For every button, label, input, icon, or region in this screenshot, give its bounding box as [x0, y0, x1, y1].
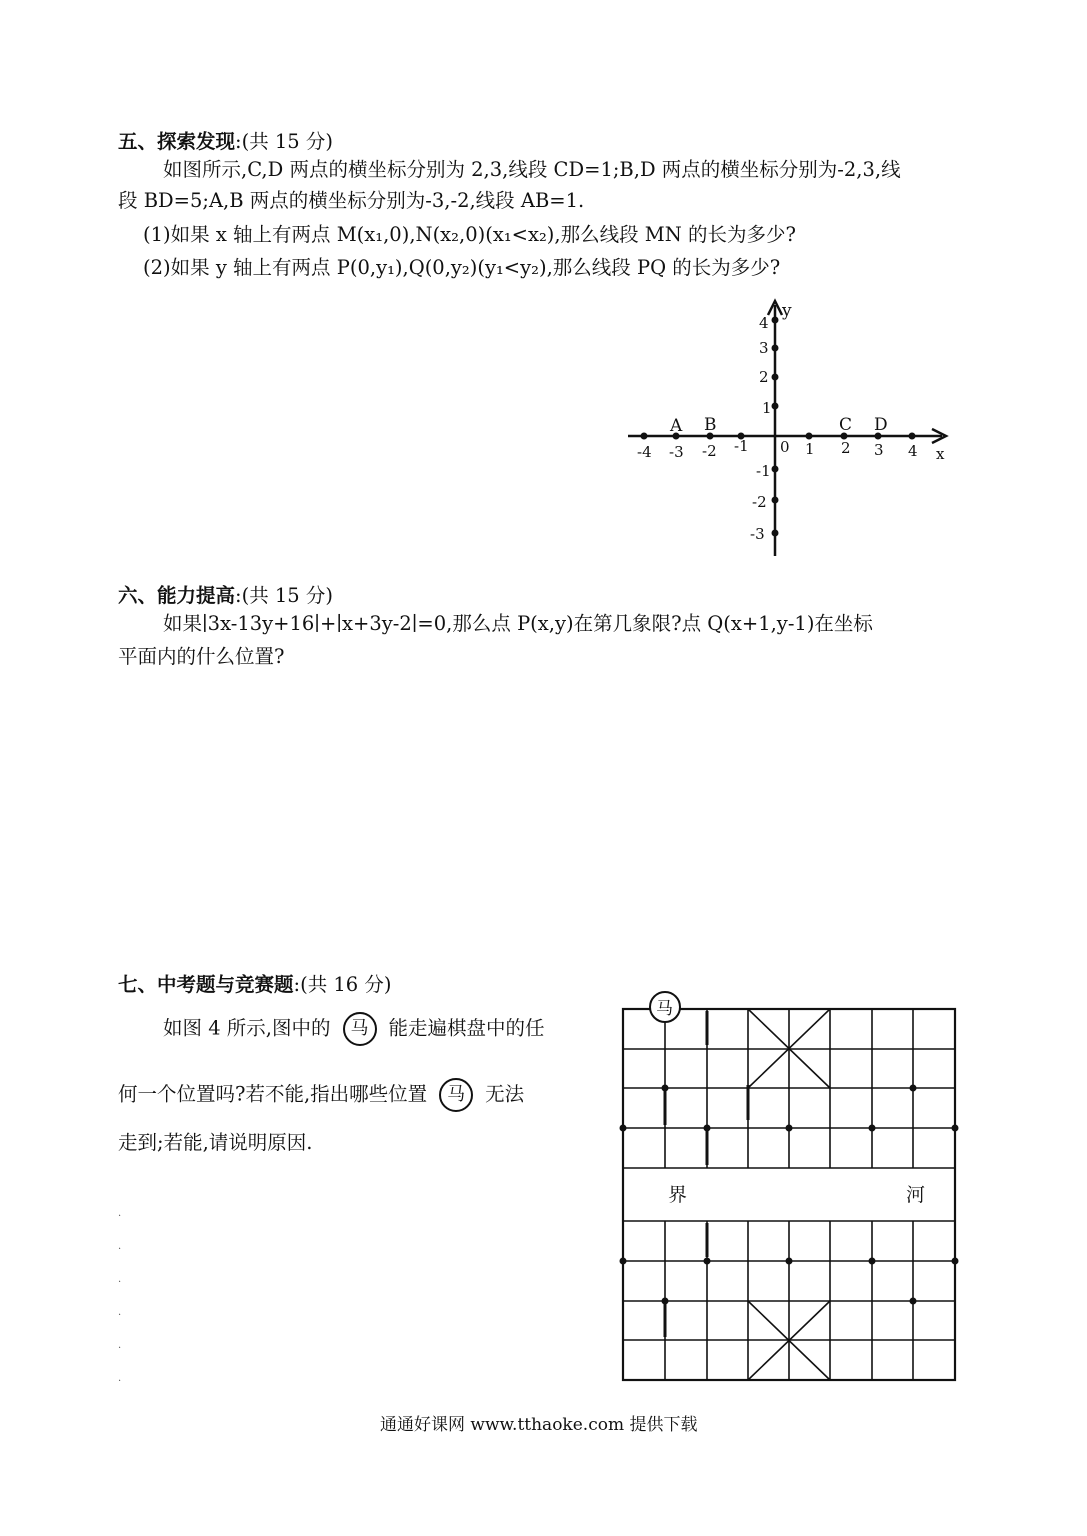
section5-score: :(共 15 分) — [235, 130, 334, 153]
section7-title: 七、中考题与竞赛题 — [118, 973, 294, 996]
y-axis-label: y — [782, 301, 792, 321]
section6-score: :(共 15 分) — [235, 584, 334, 607]
origin-label: 0 — [780, 438, 790, 456]
x-tick-label: 4 — [908, 442, 918, 460]
y-tick-label: -1 — [756, 462, 771, 480]
horse-piece-icon: 马 — [343, 1012, 377, 1046]
x-tick-label: 1 — [805, 440, 815, 458]
section6-heading — [118, 580, 333, 608]
river-label-right: 河 — [906, 1184, 926, 1206]
board-dot — [704, 1125, 711, 1132]
answer-line-mark: . — [118, 1208, 122, 1219]
answer-line-mark: . — [118, 1373, 122, 1384]
board-dot — [910, 1298, 917, 1305]
y-tick-label: 2 — [759, 368, 769, 386]
x-tick-label: -4 — [637, 443, 652, 461]
point-label-c: C — [839, 415, 853, 435]
y-tick-label: 1 — [762, 399, 772, 417]
answer-line-mark: . — [118, 1340, 122, 1351]
section7-text-line1 — [163, 1012, 545, 1046]
y-axis-point — [772, 497, 779, 504]
section6-text-line2: 平面内的什么位置? — [118, 645, 285, 668]
point-label-b: B — [704, 415, 717, 435]
section5-heading — [118, 126, 333, 154]
board-dot — [662, 1298, 669, 1305]
section7-line1-start: 如图 4 所示,图中的 — [163, 1016, 331, 1040]
section5-question1: (1)如果 x 轴上有两点 M(x₁,0),N(x₂,0)(x₁<x₂),那么线段 MN 的长为多少? — [143, 223, 796, 246]
section7-score: :(共 16 分) — [293, 973, 392, 996]
x-tick-label: -3 — [669, 443, 684, 461]
board-dot — [910, 1085, 917, 1092]
y-tick-label: -2 — [752, 493, 767, 511]
y-axis-point — [772, 530, 779, 537]
board-dot — [704, 1258, 711, 1265]
horse-piece-icon: 马 — [439, 1078, 473, 1112]
section7-text-line3: 走到;若能,请说明原因. — [118, 1131, 313, 1154]
section5-title: 五、探索发现 — [118, 130, 236, 153]
section5-question2: (2)如果 y 轴上有两点 P(0,y₁),Q(0,y₂)(y₁<y₂),那么线段 PQ 的长为多少? — [143, 256, 781, 279]
section7-line1-end: 能走遍棋盘中的任 — [388, 1016, 545, 1040]
section6-title: 六、能力提高 — [118, 584, 236, 607]
answer-line-mark: . — [118, 1241, 122, 1252]
board-dot — [869, 1258, 876, 1265]
section5-text-line2: 段 BD=5;A,B 两点的横坐标分别为-3,-2,线段 AB=1. — [118, 189, 585, 212]
section6-text-line1: 如果∣3x-13y+16∣+∣x+3y-2∣=0,那么点 P(x,y)在第几象限?点 Q(x+1,y-1)在坐标 — [163, 612, 873, 635]
x-axis-point — [806, 433, 813, 440]
point-label-d: D — [874, 415, 888, 435]
board-dot — [786, 1125, 793, 1132]
board-dot — [662, 1085, 669, 1092]
board-dot — [620, 1125, 627, 1132]
x-axis-label: x — [936, 445, 945, 463]
answer-line-mark: . — [118, 1307, 122, 1318]
section5-text-line1: 如图所示,C,D 两点的横坐标分别为 2,3,线段 CD=1;B,D 两点的横坐标分别为-2,3,线 — [163, 158, 901, 181]
coordinate-axes-figure — [620, 295, 960, 565]
x-tick-label: 2 — [841, 439, 851, 457]
x-tick-label: 3 — [874, 441, 884, 459]
y-tick-label: 3 — [759, 339, 769, 357]
answer-line-mark: . — [118, 1274, 122, 1285]
board-dot — [952, 1258, 959, 1265]
section7-text-line2 — [118, 1078, 524, 1112]
horse-piece-label: 马 — [656, 999, 673, 1019]
y-axis-point — [772, 466, 779, 473]
y-tick-label: 4 — [759, 314, 769, 332]
page-footer: 通通好课网 www.tthaoke.com 提供下载 — [380, 1415, 698, 1435]
board-dot — [786, 1258, 793, 1265]
section7-line2-end: 无法 — [485, 1082, 525, 1106]
y-axis-point — [772, 403, 779, 410]
section7-heading — [118, 969, 392, 997]
section7-line2-start: 何一个位置吗?若不能,指出哪些位置 — [118, 1082, 428, 1106]
x-tick-label: -1 — [734, 437, 749, 455]
y-axis-point — [772, 374, 779, 381]
point-label-a: A — [670, 416, 683, 436]
y-axis-point — [772, 345, 779, 352]
x-axis-point — [641, 433, 648, 440]
chess-board-figure — [610, 985, 970, 1385]
board-dot — [869, 1125, 876, 1132]
y-axis-point — [772, 317, 779, 324]
x-axis-point — [909, 433, 916, 440]
board-dot — [952, 1125, 959, 1132]
x-tick-label: -2 — [702, 442, 717, 460]
board-dot — [620, 1258, 627, 1265]
y-tick-label: -3 — [750, 525, 765, 543]
river-label-left: 界 — [668, 1184, 688, 1206]
